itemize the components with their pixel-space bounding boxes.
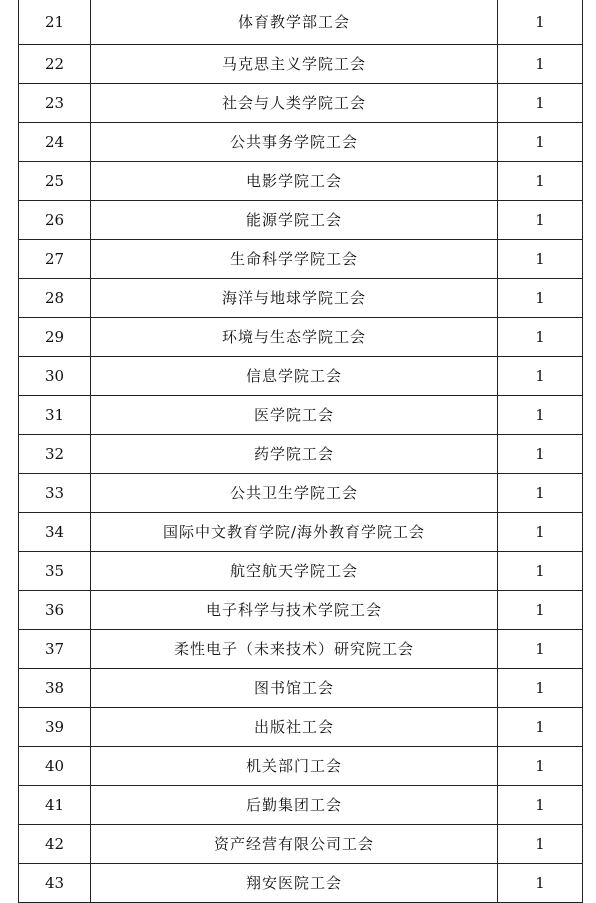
- row-number: 22: [19, 45, 91, 84]
- row-count: 1: [498, 513, 583, 552]
- union-name: 马克思主义学院工会: [91, 45, 498, 84]
- row-count: 1: [498, 357, 583, 396]
- table-row: [19, 240, 583, 279]
- union-name: 后勤集团工会: [91, 786, 498, 825]
- union-name: 翔安医院工会: [91, 864, 498, 903]
- union-name: 电子科学与技术学院工会: [91, 591, 498, 630]
- union-name: 公共卫生学院工会: [91, 474, 498, 513]
- row-number: 36: [19, 591, 91, 630]
- union-name: 国际中文教育学院/海外教育学院工会: [91, 513, 498, 552]
- union-name: 机关部门工会: [91, 747, 498, 786]
- row-number: 41: [19, 786, 91, 825]
- row-number: 21: [19, 0, 91, 45]
- union-name: 医学院工会: [91, 396, 498, 435]
- row-number: 27: [19, 240, 91, 279]
- row-number: 23: [19, 84, 91, 123]
- table-row: [19, 279, 583, 318]
- table-row: [19, 669, 583, 708]
- table-row: [19, 786, 583, 825]
- table-row: [19, 357, 583, 396]
- union-name: 出版社工会: [91, 708, 498, 747]
- row-count: 1: [498, 825, 583, 864]
- union-name: 柔性电子（未来技术）研究院工会: [91, 630, 498, 669]
- union-name: 社会与人类学院工会: [91, 84, 498, 123]
- row-number: 24: [19, 123, 91, 162]
- table-row: [19, 552, 583, 591]
- row-count: 1: [498, 84, 583, 123]
- row-count: 1: [498, 162, 583, 201]
- union-name: 公共事务学院工会: [91, 123, 498, 162]
- row-count: 1: [498, 0, 583, 45]
- union-name: 药学院工会: [91, 435, 498, 474]
- row-number: 30: [19, 357, 91, 396]
- row-number: 29: [19, 318, 91, 357]
- table-row: [19, 513, 583, 552]
- row-count: 1: [498, 279, 583, 318]
- union-name: 海洋与地球学院工会: [91, 279, 498, 318]
- row-count: 1: [498, 201, 583, 240]
- row-number: 35: [19, 552, 91, 591]
- row-number: 38: [19, 669, 91, 708]
- row-count: 1: [498, 318, 583, 357]
- row-count: 1: [498, 474, 583, 513]
- row-count: 1: [498, 747, 583, 786]
- table-row: [19, 864, 583, 903]
- table-row: [19, 123, 583, 162]
- table-row: [19, 825, 583, 864]
- table-body: [19, 0, 583, 903]
- row-number: 43: [19, 864, 91, 903]
- row-number: 28: [19, 279, 91, 318]
- row-count: 1: [498, 591, 583, 630]
- union-name: 信息学院工会: [91, 357, 498, 396]
- row-number: 32: [19, 435, 91, 474]
- row-number: 39: [19, 708, 91, 747]
- row-count: 1: [498, 123, 583, 162]
- table-row: [19, 435, 583, 474]
- table-row: [19, 318, 583, 357]
- row-count: 1: [498, 786, 583, 825]
- row-number: 40: [19, 747, 91, 786]
- row-count: 1: [498, 552, 583, 591]
- row-number: 42: [19, 825, 91, 864]
- row-number: 26: [19, 201, 91, 240]
- union-name: 能源学院工会: [91, 201, 498, 240]
- row-count: 1: [498, 708, 583, 747]
- union-name: 航空航天学院工会: [91, 552, 498, 591]
- union-name: 环境与生态学院工会: [91, 318, 498, 357]
- table-row: [19, 630, 583, 669]
- union-name: 图书馆工会: [91, 669, 498, 708]
- row-count: 1: [498, 630, 583, 669]
- table-row: [19, 747, 583, 786]
- table-row: [19, 162, 583, 201]
- row-count: 1: [498, 45, 583, 84]
- row-count: 1: [498, 240, 583, 279]
- row-count: 1: [498, 396, 583, 435]
- row-count: 1: [498, 864, 583, 903]
- table-row: [19, 201, 583, 240]
- row-count: 1: [498, 435, 583, 474]
- table-row: [19, 474, 583, 513]
- union-name: 资产经营有限公司工会: [91, 825, 498, 864]
- row-number: 37: [19, 630, 91, 669]
- row-number: 34: [19, 513, 91, 552]
- table-row: [19, 591, 583, 630]
- table-row: [19, 0, 583, 45]
- row-count: 1: [498, 669, 583, 708]
- table-row: [19, 45, 583, 84]
- row-number: 33: [19, 474, 91, 513]
- row-number: 25: [19, 162, 91, 201]
- union-name: 电影学院工会: [91, 162, 498, 201]
- union-list-table: [18, 0, 583, 903]
- row-number: 31: [19, 396, 91, 435]
- union-name: 生命科学学院工会: [91, 240, 498, 279]
- table-row: [19, 84, 583, 123]
- union-name: 体育教学部工会: [91, 0, 498, 45]
- table-row: [19, 708, 583, 747]
- table-row: [19, 396, 583, 435]
